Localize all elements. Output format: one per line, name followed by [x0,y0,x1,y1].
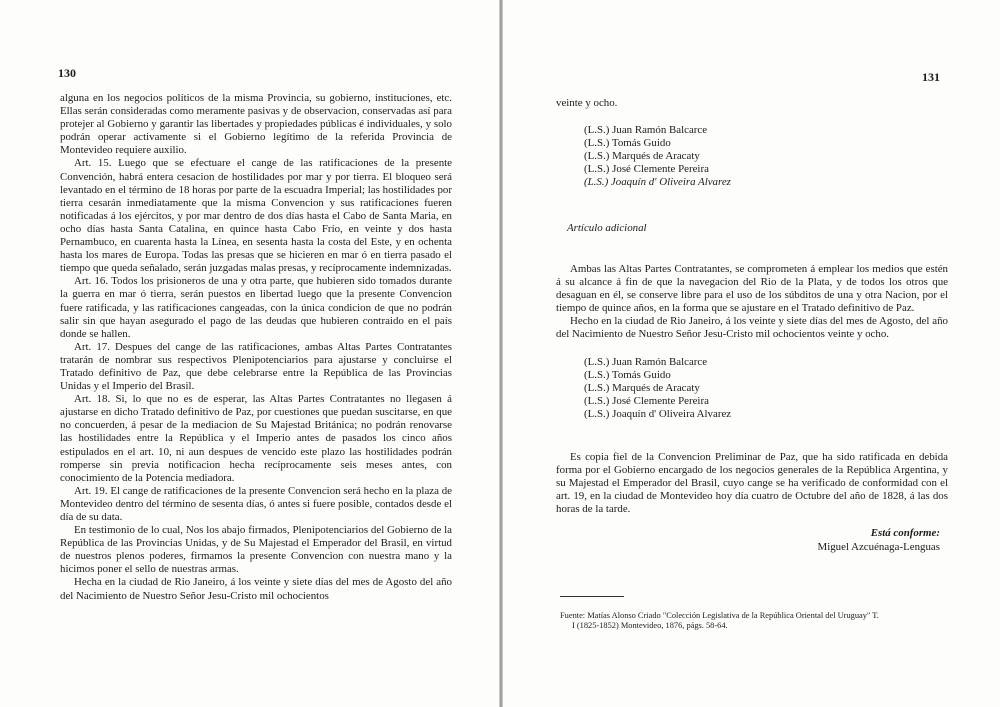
right-page [503,0,1000,707]
footnote-line: Fuente: Matías Alonso Criado "Colección Legislativa de la República Oriental del Uruguay" T. [560,611,879,620]
signature-line: (L.S.) Tomás Guido [584,368,671,381]
signer-name: Miguel Azcuénaga-Lenguas [817,540,940,553]
page-number-right: 131 [922,70,940,84]
signature-line: (L.S.) Marqués de Aracaty [584,381,700,394]
left-body-text [60,92,452,603]
paragraph-art-18: Art. 18. Si, lo que no es de esperar, las Altas Partes Contratantes no llegasen á ajustarse en dicho Tratado definitivo de Paz, por cuestiones que puedan suscitarse, en que no concuerden, á pesar de la mediacion de Su Majestad Británica; no podrán renovarse las hostilidades entre la República y el Imperio antes de pasados los cinco años estipulados en el art. 10, ni aun despues de vencido este plazo las hostilidades podrán romperse sin previa notificacion hecha recíprocamente seis meses antes, con conocimiento de la Potencia mediadora. [60,393,452,484]
signature-line: (L.S.) Joaquín d' Oliveira Alvarez [584,176,731,189]
page-number-left: 130 [58,66,76,80]
conforme-label: Está conforme: [870,527,940,539]
right-top-text [556,97,948,190]
signature-line: (L.S.) José Clemente Pereira [584,163,709,176]
signature-line: (L.S.) José Clemente Pereira [584,394,709,407]
signature-line: (L.S.) Juan Ramón Balcarce [584,355,708,368]
paragraph-testimony: En testimonio de lo cual, Nos los abajo firmados, Plenipotenciarios del Gobierno de la República de las Provincias Unidas, y de Su Majestad el Emperador del Brasil, en virtud de nuestros plenos poderes, firmamos la presente Convencion con nuestra mano y la hicimos poner el sello de nuestras armas. [60,524,452,576]
continuation-line: veinte y ocho. [556,97,618,109]
paragraph: alguna en los negocios políticos de la misma Provincia, su gobierno, instituciones, etc. Ellas serán consideradas como meramente pasivas y de observacion, conservadas así para protejer al Gobierno y garantir las libertades y propiedades públicas é individuales, y solo podrán operar activamente si el Gobierno legítimo de la referida Provincia de Montevideo requiere auxilio. [60,92,452,157]
signature-line: (L.S.) Marqués de Aracaty [584,150,700,163]
additional-article-text [556,263,948,421]
signature-line: (L.S.) Juan Ramón Balcarce [584,124,708,137]
signature-block-1 [570,124,948,189]
paragraph-art-19: Art. 19. El cange de ratificaciones de la presente Convencion será hecho en la plaza de Montevideo dentro del término de sesenta días, ó antes si fuere posible, contados desde el día de su data. [60,484,452,523]
signature-block-2 [570,356,948,421]
footnote [560,611,945,632]
footnote-line: I (1825-1852) Montevideo, 1876, págs. 58-64. [572,621,728,631]
copy-certification-text [556,451,948,516]
paragraph-art-15: Art. 15. Luego que se efectuare el cange de las ratificaciones de la presente Convención, habrá entera cesacion de hostilidades por mar y por tierra. El bloqueo será levantado en el término de 18 horas por parte de la escuadra Imperial; las hostilidades por tierra cesarán inmediatamente que la misma Convencion y sus ratificaciones fueren notificadas á los ejércitos, y por mar dentro de dos días hasta el Cabo de Santa Maria, en ocho días hasta Santa Catalina, en quince hasta Cabo Frío, en veinte y dos hasta Pernambuco, en cuarenta hasta la Línea, en sesenta hasta la costa del Este, y en ochenta hasta los mares de Europa. Todas las presas que se hicieren en mar ó en tierra pasado el tiempo que queda señalado, serán juzgadas malas presas, y recíprocamente indemnizadas. [60,157,452,275]
footnote-rule [560,596,624,597]
paragraph-additional: Ambas las Altas Partes Contratantes, se comprometen á emplear los medios que estén á su alcance á fin de que la navegacion del Rio de la Plata, y de todos los otros que desaguan en él, se conserve libre para el uso de los súbditos de una y otra Nacion, por el tiempo de quince años, en la forma que se ajustare en el Tratado definitivo de Paz. [556,263,948,315]
paragraph-art-17: Art. 17. Despues del cange de las ratificaciones, ambas Altas Partes Contratantes tratarán de nombrar sus respectivos Plenipotenciarios para ajustarse y concluirse el Tratado definitivo de Paz, que debe celebrarse entre la República de las Provincias Unidas y el Imperio del Brasil. [60,340,452,393]
paragraph-hecha: Hecha en la ciudad de Rio Janeiro, á los veinte y siete días del mes de Agosto del año del Nacimiento de Nuestro Señor Jesu-Cristo mil ochocientos [60,576,452,602]
section-heading: Artículo adicional [567,222,647,234]
paragraph-art-16: Art. 16. Todos los prisioneros de una y otra parte, que hubieren sido tomados durante la guerra en mar ó tierra, serán puestos en libertad luego que la presente Convencion fuere ratificada, y las ratificaciones cangeadas, con la única condicion de que no podrán salir sin que hayan asegurado el pago de las deudas que hubieren contraido en el país donde se hallen. [60,275,452,340]
signature-line: (L.S.) Tomás Guido [584,137,671,150]
paragraph-copy: Es copia fiel de la Convencion Preliminar de Paz, que ha sido ratificada en debida forma por el Gobierno encargado de los negocios generales de la República Argentina, y su Majestad el Emperador del Brasil, cuyo cange se ha verificado de conformidad con el art. 19, en la ciudad de Montevideo hoy día cuatro de Octubre del año de 1828, á las dos horas de la tarde. [556,451,948,516]
paragraph-hecho: Hecho en la ciudad de Rio Janeiro, á los veinte y siete días del mes de Agosto, del año del Nacimiento de Nuestro Señor Jesu-Cristo mil ochocientos veinte y ocho. [556,315,948,341]
signature-line: (L.S.) Joaquín d' Oliveira Alvarez [584,407,732,420]
conformity-block [818,527,940,554]
